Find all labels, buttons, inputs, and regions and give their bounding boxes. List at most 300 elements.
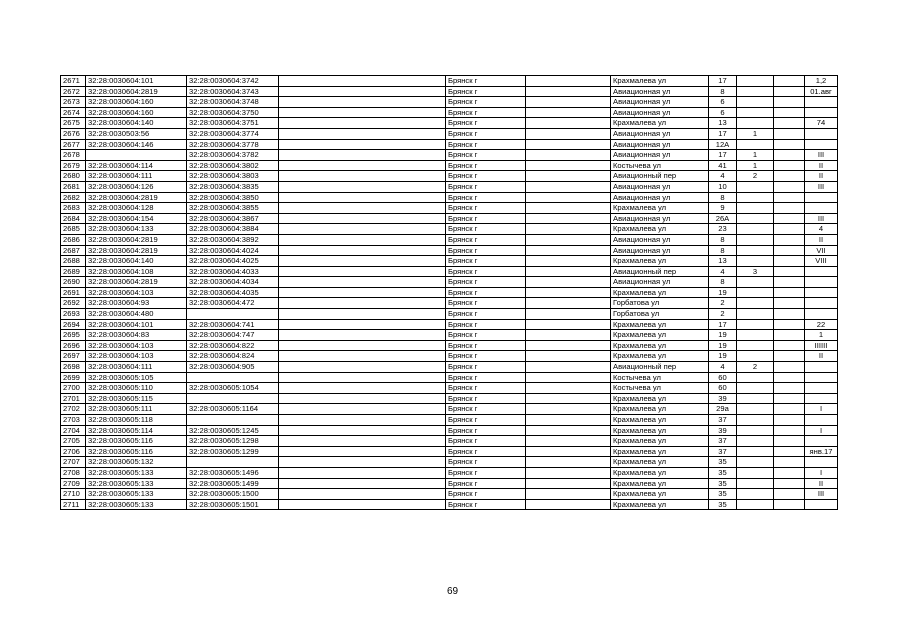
empty-cell <box>774 245 805 256</box>
object-cadastral-number-cell: 32:28:0030604:3867 <box>187 213 279 224</box>
premises-number-cell: 22 <box>805 319 838 330</box>
premises-number-cell <box>805 499 838 510</box>
city-cell: Брянск г <box>446 383 526 394</box>
object-cadastral-number-cell: 32:28:0030604:4025 <box>187 256 279 267</box>
row-number-cell: 2680 <box>61 171 86 182</box>
table-row <box>61 118 838 129</box>
street-cell: Крахмалева ул <box>611 489 709 500</box>
empty-cell <box>526 107 611 118</box>
empty-cell <box>279 118 446 129</box>
table-row <box>61 76 838 87</box>
row-number-cell: 2700 <box>61 383 86 394</box>
empty-cell <box>279 107 446 118</box>
empty-cell <box>774 319 805 330</box>
object-cadastral-number-cell: 32:28:0030604:3751 <box>187 118 279 129</box>
table-row <box>61 213 838 224</box>
building-number-cell <box>737 86 774 97</box>
table-row <box>61 139 838 150</box>
empty-cell <box>526 489 611 500</box>
plot-cadastral-number-cell: 32:28:0030605:133 <box>86 478 187 489</box>
city-cell: Брянск г <box>446 277 526 288</box>
city-cell: Брянск г <box>446 309 526 320</box>
empty-cell <box>526 383 611 394</box>
premises-number-cell: I <box>805 404 838 415</box>
row-number-cell: 2678 <box>61 150 86 161</box>
city-cell: Брянск г <box>446 415 526 426</box>
house-number-cell: 6 <box>709 97 737 108</box>
plot-cadastral-number-cell: 32:28:0030604:111 <box>86 362 187 373</box>
object-cadastral-number-cell: 32:28:0030604:3803 <box>187 171 279 182</box>
empty-cell <box>526 467 611 478</box>
empty-cell <box>774 128 805 139</box>
premises-number-cell <box>805 277 838 288</box>
empty-cell <box>774 298 805 309</box>
building-number-cell <box>737 256 774 267</box>
city-cell: Брянск г <box>446 171 526 182</box>
building-number-cell <box>737 467 774 478</box>
premises-number-cell <box>805 107 838 118</box>
table-row <box>61 224 838 235</box>
premises-number-cell: VIII <box>805 256 838 267</box>
street-cell: Крахмалева ул <box>611 330 709 341</box>
object-cadastral-number-cell: 32:28:0030605:1496 <box>187 467 279 478</box>
street-cell: Крахмалева ул <box>611 340 709 351</box>
table-row <box>61 298 838 309</box>
premises-number-cell <box>805 97 838 108</box>
empty-cell <box>774 425 805 436</box>
street-cell: Крахмалева ул <box>611 404 709 415</box>
building-number-cell <box>737 319 774 330</box>
empty-cell <box>774 362 805 373</box>
empty-cell <box>774 150 805 161</box>
premises-number-cell: III <box>805 489 838 500</box>
object-cadastral-number-cell: 32:28:0030604:4024 <box>187 245 279 256</box>
city-cell: Брянск г <box>446 298 526 309</box>
street-cell: Крахмалева ул <box>611 457 709 468</box>
table-row <box>61 425 838 436</box>
house-number-cell: 10 <box>709 181 737 192</box>
empty-cell <box>279 256 446 267</box>
building-number-cell <box>737 203 774 214</box>
object-cadastral-number-cell: 32:28:0030604:3743 <box>187 86 279 97</box>
empty-cell <box>774 160 805 171</box>
city-cell: Брянск г <box>446 467 526 478</box>
empty-cell <box>774 467 805 478</box>
empty-cell <box>279 277 446 288</box>
building-number-cell <box>737 309 774 320</box>
table-row <box>61 234 838 245</box>
object-cadastral-number-cell: 32:28:0030604:4034 <box>187 277 279 288</box>
plot-cadastral-number-cell: 32:28:0030604:2819 <box>86 234 187 245</box>
row-number-cell: 2711 <box>61 499 86 510</box>
street-cell: Крахмалева ул <box>611 351 709 362</box>
house-number-cell: 17 <box>709 76 737 87</box>
table-row <box>61 287 838 298</box>
empty-cell <box>526 192 611 203</box>
empty-cell <box>526 97 611 108</box>
house-number-cell: 13 <box>709 256 737 267</box>
empty-cell <box>526 425 611 436</box>
table-row <box>61 150 838 161</box>
building-number-cell <box>737 340 774 351</box>
street-cell: Авиационная ул <box>611 107 709 118</box>
street-cell: Авиационная ул <box>611 181 709 192</box>
empty-cell <box>279 383 446 394</box>
empty-cell <box>526 139 611 150</box>
row-number-cell: 2699 <box>61 372 86 383</box>
premises-number-cell: 4 <box>805 224 838 235</box>
empty-cell <box>279 362 446 373</box>
house-number-cell: 19 <box>709 287 737 298</box>
plot-cadastral-number-cell: 32:28:0030604:93 <box>86 298 187 309</box>
object-cadastral-number-cell <box>187 309 279 320</box>
plot-cadastral-number-cell: 32:28:0030604:108 <box>86 266 187 277</box>
building-number-cell <box>737 76 774 87</box>
city-cell: Брянск г <box>446 139 526 150</box>
street-cell: Костычева ул <box>611 160 709 171</box>
plot-cadastral-number-cell: 32:28:0030605:133 <box>86 467 187 478</box>
empty-cell <box>774 415 805 426</box>
plot-cadastral-number-cell: 32:28:0030604:103 <box>86 340 187 351</box>
plot-cadastral-number-cell: 32:28:0030604:111 <box>86 171 187 182</box>
premises-number-cell: 74 <box>805 118 838 129</box>
empty-cell <box>526 372 611 383</box>
premises-number-cell: III <box>805 181 838 192</box>
object-cadastral-number-cell: 32:28:0030604:3748 <box>187 97 279 108</box>
house-number-cell: 8 <box>709 245 737 256</box>
city-cell: Брянск г <box>446 436 526 447</box>
empty-cell <box>526 256 611 267</box>
table-row <box>61 457 838 468</box>
city-cell: Брянск г <box>446 150 526 161</box>
object-cadastral-number-cell: 32:28:0030605:1298 <box>187 436 279 447</box>
empty-cell <box>526 203 611 214</box>
city-cell: Брянск г <box>446 245 526 256</box>
row-number-cell: 2682 <box>61 192 86 203</box>
object-cadastral-number-cell <box>187 393 279 404</box>
city-cell: Брянск г <box>446 287 526 298</box>
empty-cell <box>526 362 611 373</box>
premises-number-cell <box>805 436 838 447</box>
object-cadastral-number-cell: 32:28:0030605:1500 <box>187 489 279 500</box>
table-row <box>61 340 838 351</box>
house-number-cell: 37 <box>709 415 737 426</box>
empty-cell <box>279 425 446 436</box>
object-cadastral-number-cell: 32:28:0030605:1499 <box>187 478 279 489</box>
building-number-cell <box>737 415 774 426</box>
city-cell: Брянск г <box>446 192 526 203</box>
empty-cell <box>774 203 805 214</box>
empty-cell <box>774 436 805 447</box>
plot-cadastral-number-cell: 32:28:0030604:154 <box>86 213 187 224</box>
premises-number-cell <box>805 298 838 309</box>
premises-number-cell: VII <box>805 245 838 256</box>
building-number-cell <box>737 192 774 203</box>
empty-cell <box>774 351 805 362</box>
empty-cell <box>774 97 805 108</box>
row-number-cell: 2691 <box>61 287 86 298</box>
plot-cadastral-number-cell: 32:28:0030604:146 <box>86 139 187 150</box>
street-cell: Костычева ул <box>611 383 709 394</box>
plot-cadastral-number-cell: 32:28:0030605:133 <box>86 499 187 510</box>
empty-cell <box>774 287 805 298</box>
empty-cell <box>774 266 805 277</box>
empty-cell <box>526 213 611 224</box>
city-cell: Брянск г <box>446 118 526 129</box>
table-row <box>61 478 838 489</box>
object-cadastral-number-cell: 32:28:0030604:3884 <box>187 224 279 235</box>
empty-cell <box>774 139 805 150</box>
empty-cell <box>526 351 611 362</box>
house-number-cell: 37 <box>709 436 737 447</box>
empty-cell <box>279 351 446 362</box>
city-cell: Брянск г <box>446 446 526 457</box>
building-number-cell <box>737 287 774 298</box>
house-number-cell: 4 <box>709 362 737 373</box>
premises-number-cell <box>805 457 838 468</box>
building-number-cell: 2 <box>737 362 774 373</box>
premises-number-cell <box>805 203 838 214</box>
house-number-cell: 19 <box>709 351 737 362</box>
empty-cell <box>774 393 805 404</box>
empty-cell <box>526 393 611 404</box>
empty-cell <box>774 256 805 267</box>
object-cadastral-number-cell: 32:28:0030604:3750 <box>187 107 279 118</box>
empty-cell <box>774 330 805 341</box>
plot-cadastral-number-cell: 32:28:0030605:110 <box>86 383 187 394</box>
house-number-cell: 35 <box>709 489 737 500</box>
city-cell: Брянск г <box>446 362 526 373</box>
row-number-cell: 2673 <box>61 97 86 108</box>
plot-cadastral-number-cell: 32:28:0030604:83 <box>86 330 187 341</box>
row-number-cell: 2676 <box>61 128 86 139</box>
object-cadastral-number-cell: 32:28:0030604:3742 <box>187 76 279 87</box>
plot-cadastral-number-cell: 32:28:0030604:140 <box>86 118 187 129</box>
premises-number-cell: I <box>805 467 838 478</box>
building-number-cell <box>737 213 774 224</box>
building-number-cell: 1 <box>737 160 774 171</box>
empty-cell <box>279 266 446 277</box>
city-cell: Брянск г <box>446 340 526 351</box>
building-number-cell <box>737 499 774 510</box>
table-body <box>61 76 838 510</box>
street-cell: Крахмалева ул <box>611 446 709 457</box>
row-number-cell: 2698 <box>61 362 86 373</box>
plot-cadastral-number-cell: 32:28:0030604:140 <box>86 256 187 267</box>
building-number-cell <box>737 234 774 245</box>
city-cell: Брянск г <box>446 234 526 245</box>
plot-cadastral-number-cell: 32:28:0030604:101 <box>86 319 187 330</box>
building-number-cell: 1 <box>737 128 774 139</box>
empty-cell <box>774 224 805 235</box>
premises-number-cell: II <box>805 351 838 362</box>
object-cadastral-number-cell: 32:28:0030604:3835 <box>187 181 279 192</box>
empty-cell <box>526 499 611 510</box>
row-number-cell: 2685 <box>61 224 86 235</box>
row-number-cell: 2675 <box>61 118 86 129</box>
street-cell: Авиационная ул <box>611 192 709 203</box>
row-number-cell: 2695 <box>61 330 86 341</box>
empty-cell <box>526 277 611 288</box>
plot-cadastral-number-cell: 32:28:0030605:105 <box>86 372 187 383</box>
table-row <box>61 372 838 383</box>
object-cadastral-number-cell <box>187 457 279 468</box>
row-number-cell: 2694 <box>61 319 86 330</box>
building-number-cell: 3 <box>737 266 774 277</box>
plot-cadastral-number-cell <box>86 150 187 161</box>
building-number-cell <box>737 298 774 309</box>
building-number-cell <box>737 478 774 489</box>
empty-cell <box>279 213 446 224</box>
empty-cell <box>526 150 611 161</box>
house-number-cell: 39 <box>709 393 737 404</box>
row-number-cell: 2671 <box>61 76 86 87</box>
plot-cadastral-number-cell: 32:28:0030604:2819 <box>86 86 187 97</box>
empty-cell <box>279 192 446 203</box>
empty-cell <box>526 446 611 457</box>
empty-cell <box>526 287 611 298</box>
building-number-cell <box>737 107 774 118</box>
premises-number-cell: II <box>805 171 838 182</box>
empty-cell <box>774 213 805 224</box>
street-cell: Крахмалева ул <box>611 393 709 404</box>
house-number-cell: 2 <box>709 298 737 309</box>
premises-number-cell <box>805 128 838 139</box>
object-cadastral-number-cell <box>187 372 279 383</box>
table-row <box>61 203 838 214</box>
plot-cadastral-number-cell: 32:28:0030604:126 <box>86 181 187 192</box>
house-number-cell: 17 <box>709 319 737 330</box>
house-number-cell: 8 <box>709 86 737 97</box>
empty-cell <box>774 234 805 245</box>
row-number-cell: 2702 <box>61 404 86 415</box>
city-cell: Брянск г <box>446 319 526 330</box>
empty-cell <box>774 478 805 489</box>
house-number-cell: 19 <box>709 330 737 341</box>
street-cell: Крахмалева ул <box>611 467 709 478</box>
empty-cell <box>526 181 611 192</box>
row-number-cell: 2696 <box>61 340 86 351</box>
street-cell: Авиационная ул <box>611 97 709 108</box>
plot-cadastral-number-cell: 32:28:0030605:132 <box>86 457 187 468</box>
empty-cell <box>774 76 805 87</box>
empty-cell <box>526 340 611 351</box>
building-number-cell <box>737 372 774 383</box>
empty-cell <box>526 86 611 97</box>
empty-cell <box>279 203 446 214</box>
building-number-cell <box>737 277 774 288</box>
building-number-cell <box>737 245 774 256</box>
street-cell: Крахмалева ул <box>611 319 709 330</box>
house-number-cell: 41 <box>709 160 737 171</box>
city-cell: Брянск г <box>446 499 526 510</box>
house-number-cell: 23 <box>709 224 737 235</box>
row-number-cell: 2683 <box>61 203 86 214</box>
plot-cadastral-number-cell: 32:28:0030604:103 <box>86 287 187 298</box>
empty-cell <box>279 171 446 182</box>
empty-cell <box>279 287 446 298</box>
premises-number-cell <box>805 266 838 277</box>
object-cadastral-number-cell: 32:28:0030604:3782 <box>187 150 279 161</box>
table-row <box>61 383 838 394</box>
empty-cell <box>526 478 611 489</box>
empty-cell <box>774 181 805 192</box>
empty-cell <box>526 298 611 309</box>
empty-cell <box>526 330 611 341</box>
house-number-cell: 4 <box>709 171 737 182</box>
house-number-cell: 39 <box>709 425 737 436</box>
table-row <box>61 330 838 341</box>
empty-cell <box>526 245 611 256</box>
premises-number-cell <box>805 287 838 298</box>
empty-cell <box>279 446 446 457</box>
street-cell: Крахмалева ул <box>611 425 709 436</box>
building-number-cell: 2 <box>737 171 774 182</box>
street-cell: Авиационный пер <box>611 171 709 182</box>
table-row <box>61 415 838 426</box>
house-number-cell: 17 <box>709 150 737 161</box>
house-number-cell: 26А <box>709 213 737 224</box>
table-row <box>61 86 838 97</box>
table-row <box>61 171 838 182</box>
plot-cadastral-number-cell: 32:28:0030604:160 <box>86 107 187 118</box>
plot-cadastral-number-cell: 32:28:0030604:133 <box>86 224 187 235</box>
plot-cadastral-number-cell: 32:28:0030604:2819 <box>86 245 187 256</box>
empty-cell <box>526 224 611 235</box>
object-cadastral-number-cell: 32:28:0030604:3892 <box>187 234 279 245</box>
premises-number-cell: янв.17 <box>805 446 838 457</box>
plot-cadastral-number-cell: 32:28:0030604:480 <box>86 309 187 320</box>
plot-cadastral-number-cell: 32:28:0030503:56 <box>86 128 187 139</box>
city-cell: Брянск г <box>446 203 526 214</box>
empty-cell <box>279 298 446 309</box>
premises-number-cell: II <box>805 160 838 171</box>
empty-cell <box>526 436 611 447</box>
building-number-cell <box>737 446 774 457</box>
row-number-cell: 2697 <box>61 351 86 362</box>
table-row <box>61 467 838 478</box>
table-row <box>61 362 838 373</box>
street-cell: Авиационная ул <box>611 245 709 256</box>
premises-number-cell <box>805 362 838 373</box>
house-number-cell: 17 <box>709 128 737 139</box>
plot-cadastral-number-cell: 32:28:0030605:115 <box>86 393 187 404</box>
empty-cell <box>279 224 446 235</box>
street-cell: Авиационный пер <box>611 266 709 277</box>
row-number-cell: 2708 <box>61 467 86 478</box>
empty-cell <box>279 160 446 171</box>
building-number-cell <box>737 425 774 436</box>
city-cell: Брянск г <box>446 97 526 108</box>
premises-number-cell <box>805 192 838 203</box>
empty-cell <box>526 319 611 330</box>
row-number-cell: 2710 <box>61 489 86 500</box>
row-number-cell: 2689 <box>61 266 86 277</box>
table-row <box>61 436 838 447</box>
page-number: 69 <box>446 586 459 597</box>
empty-cell <box>774 404 805 415</box>
city-cell: Брянск г <box>446 404 526 415</box>
building-number-cell <box>737 436 774 447</box>
house-number-cell: 8 <box>709 277 737 288</box>
plot-cadastral-number-cell: 32:28:0030604:2819 <box>86 192 187 203</box>
street-cell: Крахмалева ул <box>611 478 709 489</box>
street-cell: Авиационная ул <box>611 128 709 139</box>
empty-cell <box>279 319 446 330</box>
building-number-cell: 1 <box>737 150 774 161</box>
object-cadastral-number-cell: 32:28:0030604:747 <box>187 330 279 341</box>
empty-cell <box>279 478 446 489</box>
